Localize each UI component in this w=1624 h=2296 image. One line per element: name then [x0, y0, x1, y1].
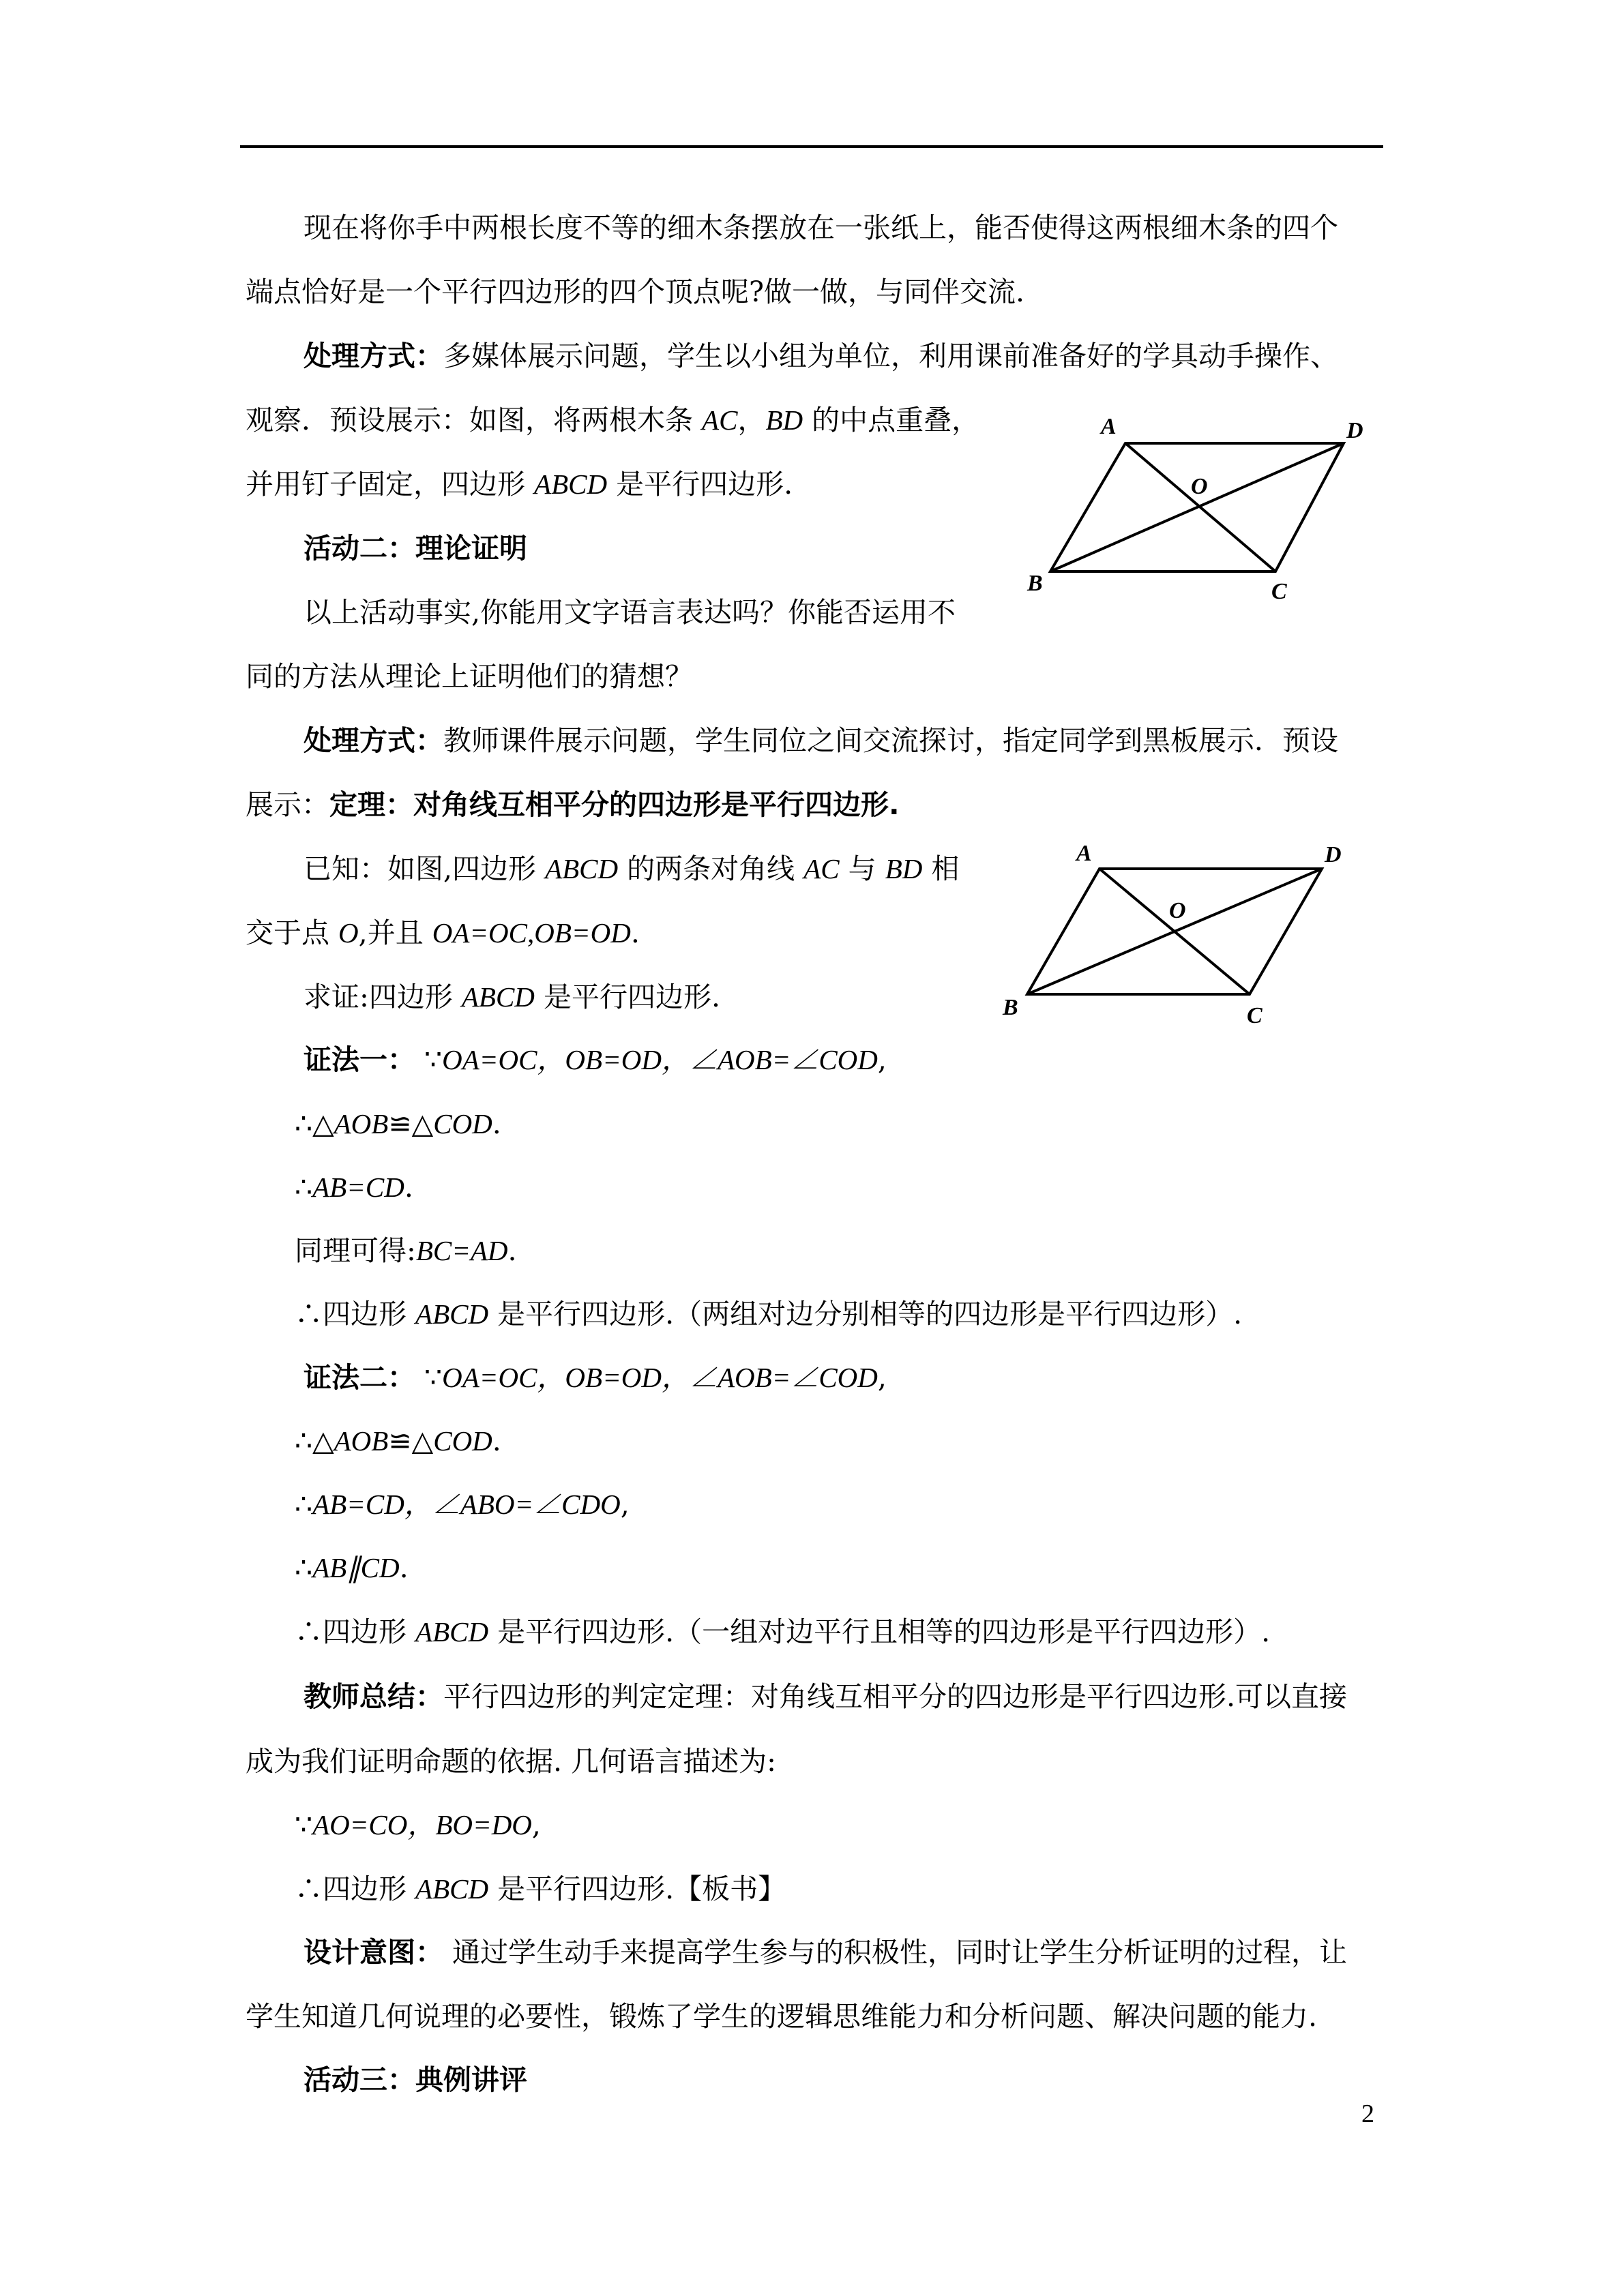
question-line-1: 以上活动事实,你能用文字语言表达吗？你能否运用不 [304, 596, 956, 629]
design-line-1: 设计意图： 通过学生动手来提高学生参与的积极性，同时让学生分析证明的过程，让 [304, 1936, 1348, 1969]
proof2-label: 证法二： [304, 1361, 415, 1394]
figure1-diagonal-ac [1125, 443, 1275, 571]
proof2-step-2: ∴△AOB≌△COD. [295, 1425, 501, 1457]
header-rule [240, 145, 1383, 148]
summary-step-2: ∴四边形 ABCD 是平行四边形.【板书】 [295, 1873, 786, 1905]
figure1-label-b: B [1027, 571, 1043, 596]
figure1-label-c: C [1271, 579, 1287, 604]
figure2-label-c: C [1247, 1003, 1263, 1028]
summary-line-2: 成为我们证明命题的依据. 几何语言描述为: [246, 1745, 776, 1778]
proof1-step-1: 证法一： ∵OA=OC，OB=OD，∠AOB=∠COD, [304, 1043, 887, 1076]
figure2-label-d: D [1325, 842, 1342, 867]
activity2-title: 活动二：理论证明 [304, 532, 527, 565]
theorem-statement: 定理：对角线互相平分的四边形是平行四边形. [329, 788, 900, 821]
proof1-step-4: 同理可得:BC=AD. [295, 1234, 517, 1267]
activity3-title: 活动三：典例讲评 [304, 2063, 527, 2096]
figure1-label-d: D [1346, 418, 1363, 443]
proof1-step-5: ∴四边形 ABCD 是平行四边形.（两组对边分别相等的四边形是平行四边形）. [295, 1298, 1243, 1330]
question-line-2: 同的方法从理论上证明他们的猜想？ [246, 660, 693, 693]
summary-line-1: 教师总结：平行四边形的判定定理：对角线互相平分的四边形是平行四边形.可以直接 [304, 1680, 1348, 1713]
method2-label: 处理方式： [304, 724, 443, 757]
design-line-2: 学生知道几何说理的必要性，锻炼了学生的逻辑思维能力和分析问题、解决问题的能力. [246, 2000, 1318, 2033]
method1-line-2: 观察．预设展示：如图，将两根木条 AC，BD 的中点重叠， [246, 404, 980, 436]
prove-line: 求证:四边形 ABCD 是平行四边形. [304, 981, 720, 1013]
proof2-step-5: ∴四边形 ABCD 是平行四边形.（一组对边平行且相等的四边形是平行四边形）. [295, 1615, 1271, 1648]
figure2-label-o: O [1169, 898, 1186, 923]
proof1-step-3: ∴AB=CD. [295, 1171, 413, 1204]
proof2-step-1: 证法二： ∵OA=OC，OB=OD，∠AOB=∠COD, [304, 1361, 887, 1394]
method1-line-3: 并用钉子固定，四边形 ABCD 是平行四边形. [246, 468, 793, 501]
figure1-label-o: O [1191, 474, 1208, 499]
design-label: 设计意图： [304, 1936, 443, 1969]
method1-line-1: 处理方式：多媒体展示问题，学生以小组为单位，利用课前准备好的学具动手操作、 [304, 340, 1338, 372]
given-line-1: 已知：如图,四边形 ABCD 的两条对角线 AC 与 BD 相 [304, 852, 960, 885]
proof2-step-3: ∴AB=CD，∠ABO=∠CDO, [295, 1488, 630, 1521]
page-number: 2 [1361, 2100, 1374, 2128]
given-line-2: 交于点 O,并且 OA=OC,OB=OD. [246, 916, 640, 949]
figure2-diagonal-bd [1027, 869, 1322, 994]
method2-line-1: 处理方式：教师课件展示问题，学生同位之间交流探讨，指定同学到黑板展示．预设 [304, 724, 1338, 757]
summary-label: 教师总结： [304, 1680, 443, 1713]
intro-line-2: 端点恰好是一个平行四边形的四个顶点呢?做一做，与同伴交流. [246, 275, 1025, 308]
summary-step-1: ∵AO=CO，BO=DO, [295, 1808, 541, 1841]
parallelogram-figure-2 [996, 839, 1378, 1037]
method1-label: 处理方式： [304, 340, 443, 372]
figure1-diagonal-bd [1050, 443, 1344, 571]
method2-line-2: 展示：定理：对角线互相平分的四边形是平行四边形. [246, 788, 900, 821]
figure2-label-a: A [1076, 841, 1092, 866]
intro-line-1: 现在将你手中两根长度不等的细木条摆放在一张纸上，能否使得这两根细木条的四个 [304, 211, 1338, 244]
proof2-step-4: ∴AB∥CD. [295, 1551, 409, 1584]
proof1-label: 证法一： [304, 1043, 415, 1076]
figure1-label-a: A [1101, 414, 1117, 439]
figure2-label-b: B [1003, 995, 1018, 1020]
proof1-step-2: ∴△AOB≌△COD. [295, 1107, 501, 1140]
parallelogram-figure-1 [1016, 409, 1398, 607]
